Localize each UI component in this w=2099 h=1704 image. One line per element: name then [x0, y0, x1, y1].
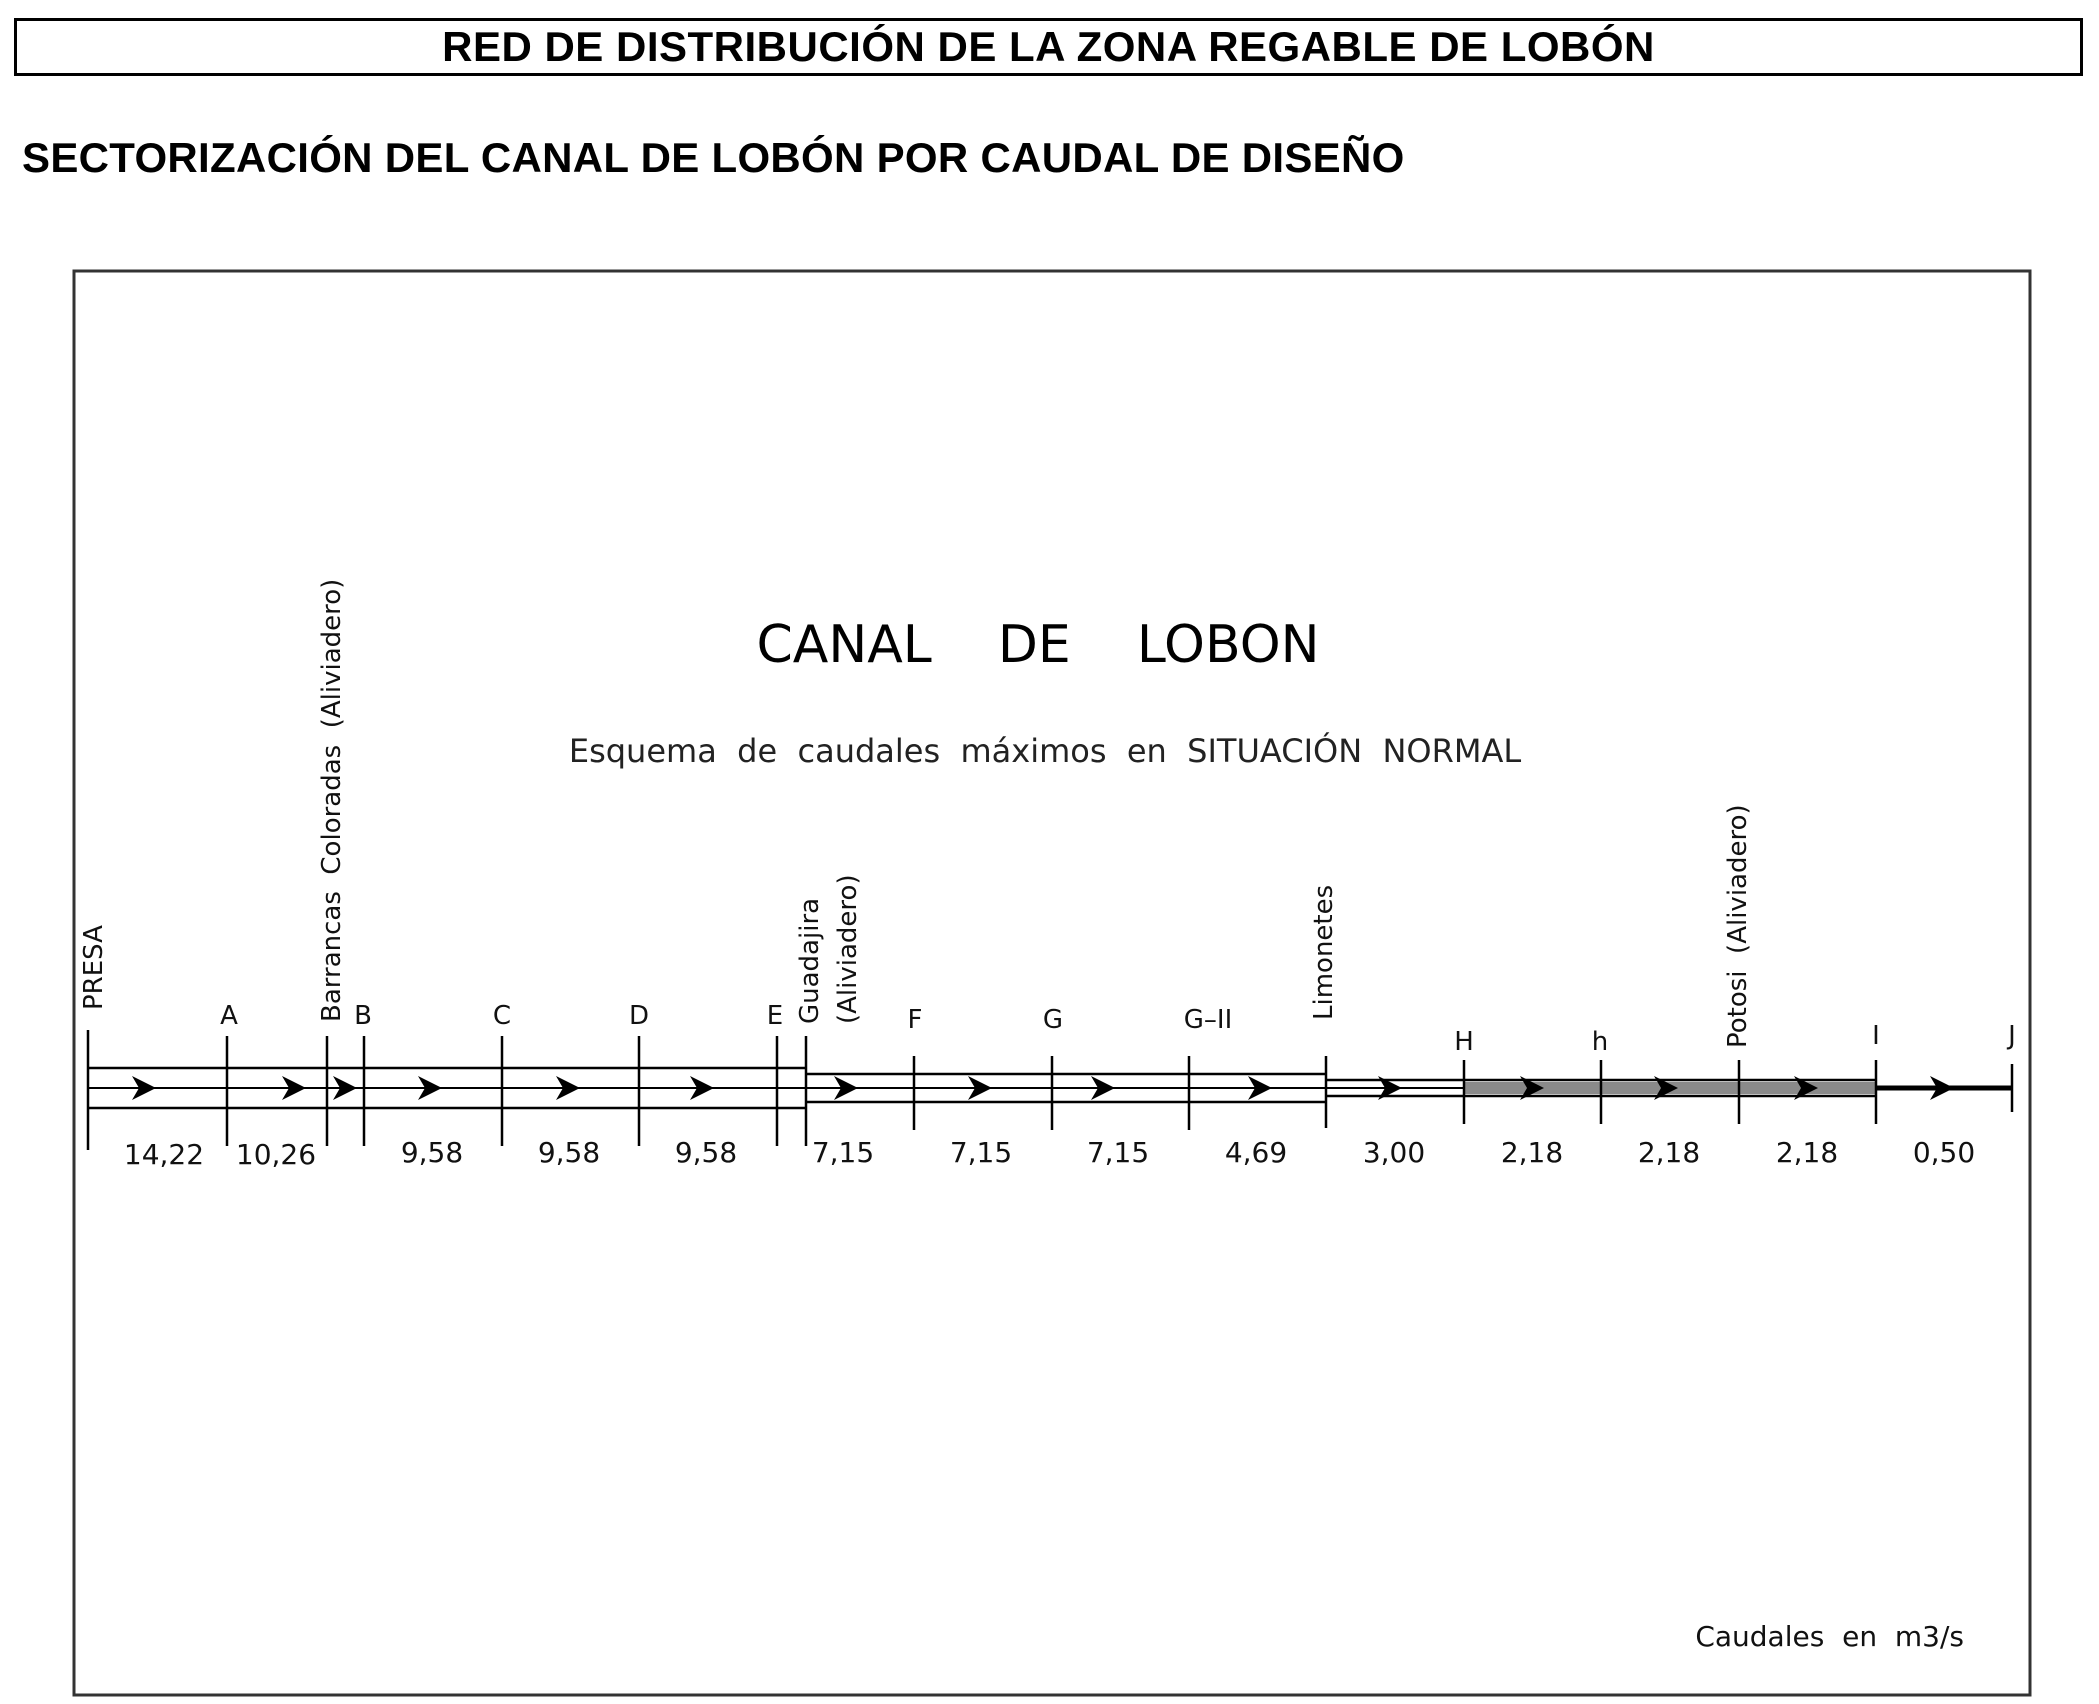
diagram-subtitle: Esquema de caudales máximos en SITUACIÓN NORMAL: [568, 732, 1522, 770]
label-presa: PRESA: [79, 925, 109, 1010]
flow-value-limonetes-h: 3,00: [1362, 1136, 1426, 1169]
flow-value-i-j: 0,50: [1912, 1136, 1976, 1169]
flow-value-potosi-i: 2,18: [1775, 1136, 1839, 1169]
flow-value-presa-a: 14,22: [123, 1138, 205, 1171]
label-barrancas: Barrancas Coloradas (Aliviadero): [317, 578, 347, 1022]
flow-value-g-g2: 7,15: [1086, 1136, 1150, 1169]
flow-value-f-g: 7,15: [949, 1136, 1013, 1169]
label-guadajira: Guadajira: [795, 897, 825, 1024]
flow-value-d-e: 9,58: [674, 1136, 738, 1169]
label-f: F: [907, 1005, 923, 1035]
label-guadajira-aliviadero: (Aliviadero): [833, 874, 863, 1024]
label-a: A: [220, 1001, 238, 1031]
flow-value-guadajira-f: 7,15: [811, 1136, 875, 1169]
label-d: D: [628, 1001, 650, 1031]
flow-value-h-potosi: 2,18: [1637, 1136, 1701, 1169]
page-subtitle: SECTORIZACIÓN DEL CANAL DE LOBÓN POR CAUDAL DE DISEÑO: [22, 134, 1405, 181]
diagram-title: CANAL DE LOBON: [756, 615, 1320, 675]
label-h: H: [1454, 1027, 1474, 1057]
label-b: B: [354, 1001, 372, 1031]
label-e: E: [766, 1001, 784, 1031]
canal-channel: [88, 1068, 2012, 1108]
label-j: J: [2008, 1021, 2016, 1051]
flow-value-b-c: 9,58: [400, 1136, 464, 1169]
flow-value-c-d: 9,58: [537, 1136, 601, 1169]
label-g: G: [1042, 1005, 1064, 1035]
flow-values: [124, 1136, 1975, 1171]
units-note: Caudales en m3/s: [1695, 1620, 1964, 1653]
label-h-lower: h: [1591, 1027, 1609, 1057]
flow-value-a-barrancas: 10,26: [235, 1138, 317, 1171]
page-title: RED DE DISTRIBUCIÓN DE LA ZONA REGABLE DE LOBÓN: [14, 18, 2083, 76]
label-i: I: [1872, 1021, 1880, 1051]
label-potosi: Potosi (Aliviadero): [1723, 804, 1753, 1048]
label-c: C: [492, 1001, 512, 1031]
label-limonetes: Limonetes: [1309, 884, 1339, 1020]
label-g2: G–II: [1183, 1005, 1233, 1035]
flow-value-h-h: 2,18: [1500, 1136, 1564, 1169]
flow-value-g2-limonetes: 4,69: [1224, 1136, 1288, 1169]
